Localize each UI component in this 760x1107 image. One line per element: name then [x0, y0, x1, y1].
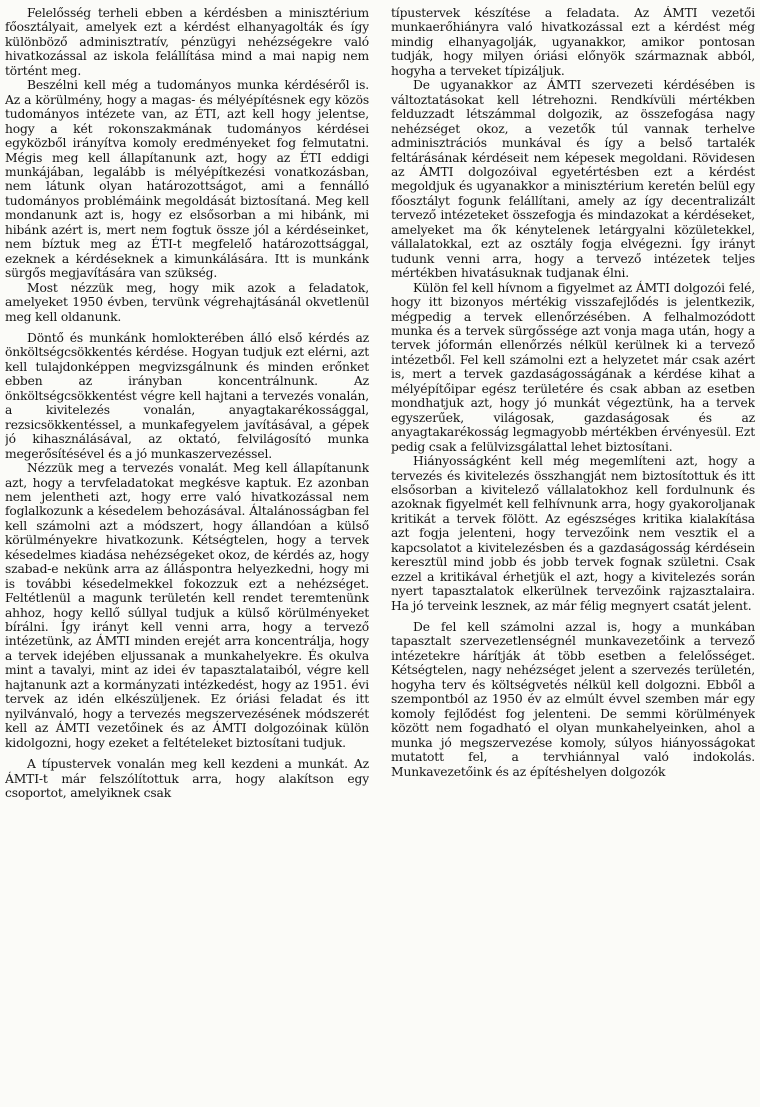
- paragraph-plan-review: Külön fel kell hívnom a figyelmet az ÁMTI dolgozói felé, hogy itt bizonyos mértékig visszafejlődés is jelentkezik, mégpedig a tervek ellenőrzésében. A felhalmozódott munka és a tervek sürgőssége azt vonja maga után, hogy a tervek jóformán ellenőrzés nélkül kerülnek ki a tervező intézetből. Fel kell számolni ezt a helyzetet már csak azért is, mert a tervek gazdaságosságának a kérdése kihat a mélyépítőipar egész területére és csak abban az esetben mondhatjuk azt, hogy jó munkát végeztünk, ha a tervek egyszerűek, világosak, gazdaságosak és az anyagtakarékosság legmagyobb mértékben érvényesül. Ezt pedig csak a felülvizsgálattal lehet biztosítani.: [391, 280, 755, 454]
- paragraph-cost-reduction: Döntő és munkánk homlokterében álló első kérdés az önköltségcsökkentés kérdése. Hogyan tudjuk ezt elérni, azt kell tulajdonképpen megvizsgálnunk és minden erőnket ebben az irányban koncentrálnunk. Az önköltségcsökkentést végre kell hajtani a tervezés vonalán, a kivitelezés vonalán, anyagtakarékossággal, rezsicsökkentéssel, a munkafegyelem javításával, a gépek jó kihasználásával, az oktató, felvilágosító munka megerősítésével és a jó munkaszervezéssel.: [5, 330, 369, 461]
- right-column: [391, 6, 755, 1107]
- paragraph-scientific-work: Beszélni kell még a tudományos munka kérdéséről is. Az a körülmény, hogy a magas- és mélyépítésnek egy közös tudományos intézete van, az ÉTI, azt kell hogy jelentse, hogy a két rokonszakmának tudományos kérdései egyközből irányítva komoly eredményeket fog felmutatni. Mégis meg kell állapítanunk azt, hogy az ÉTI eddigi munkájában, legalább is mélyépítkezési vonatkozásban, nem látunk olyan határozottságot, ami a fennálló tudományos problémáink megoldását biztosítaná. Meg kell mondanunk azt is, hogy ez elsősorban a mi hibánk, mi hibánk azért is, mert nem fogtuk össze jól a kérdéseinket, nem bíztuk meg az ÉTI-t megfelelő határozottsággal, ezeknek a kérdéseknek a kimunkálására. Itt is munkánk sürgős megjavítására van szükség.: [5, 78, 369, 281]
- paragraph-responsibility: Felelősség terheli ebben a kérdésben a minisztérium főosztályait, amelyek ezt a kérdést elhanyagolták és így különböző adminisztratív, pénzügyi nehézségekre való hivatkozással az iskola felállítása mind a mai napig nem történt meg.: [5, 6, 369, 78]
- paragraph-type-plans-continued: típustervek készítése a feladata. Az ÁMTI vezetői munkaerőhiányra való hivatkozással ezt a kérdést még mindig elhanyagolják, ugyanakkor, amikor pontosan tudják, hogy milyen óriási előnyök származnak abból, hogyha a terveket típizáljuk.: [391, 6, 755, 78]
- paragraph-planning-execution-harmony: Hiányosságként kell még megemlíteni azt, hogy a tervezés és kivitelezés összhangját nem biztosítottuk és itt elsősorban a kivitelező vállalatokhoz kell fordulnunk és azoknak figyelmét kell felhívnunk arra, hogy gyakoroljanak kritikát a tervek fölött. Az egészséges kritika kialakítása azt fogja jelenteni, hogy tervezőink nem vesztik el a kapcsolatot a kivitelezésben és a gazdaságosság kérdésein keresztül mind jobb és jobb tervek fognak születni. Csak ezzel a kritikával érhetjük el azt, hogy a kivitelezés során nyert tapasztalatok elkerülnek tervezőink rajzasztalaira. Ha jó terveink lesznek, az már félig megnyert csatát jelent.: [391, 454, 755, 613]
- paragraph-planning-line: Nézzük meg a tervezés vonalát. Meg kell állapítanunk azt, hogy a tervfeladatokat megkésve kaptuk. Ez azonban nem jelentheti azt, hogy erre való hivatkozással nem foglalkozunk a késedelem behozásával. Általánosságban fel kell számolni azt a módszert, hogy állandóan a külső körülményekre hivatkozunk. Kétségtelen, hogy a tervek késedelmes kiadása nehézségeket okoz, de kérdés az, hogy szabad-e nekünk arra az álláspontra helyezkedni, hogy mi is további késedelmekkel fokozzuk ezt a nehézséget. Feltétlenül a magunk területén kell rendet teremtenünk ahhoz, hogy kellő súllyal tudjuk a külső körülményeket bírálni. Így irányt kell venni arra, hogy a tervező intézetünk, az ÁMTI minden erejét arra koncentrálja, hogy a tervek idejében eljussanak a munkahelyekre. És okulva mint a tavalyi, mint az idei év tapasztalataiból, végre kell hajtanunk azt a kormányzati intézkedést, hogy az 1951. évi tervek az idén elkészüljenek. Ez óriási feladat és itt nyilvánvaló, hogy a tervezés megszervezésének módszerét kell az ÁMTI vezetőinek és az ÁMTI dolgozóinak külön kidolgozni, hogy ezeket a feltételeket biztosítani tudjuk.: [5, 461, 369, 750]
- left-column: [5, 6, 369, 1107]
- paragraph-type-plans: A típustervek vonalán meg kell kezdeni a munkát. Az ÁMTI-t már felszólítottuk arra, hogy alakítson egy csoportot, amelyiknek csak: [5, 757, 369, 801]
- paragraph-tasks-1950: Most nézzük meg, hogy mik azok a feladatok, amelyeket 1950 évben, tervünk végrehajtásánál okvetlenül meg kell oldanunk.: [5, 280, 369, 324]
- paragraph-work-organization: De fel kell számolni azzal is, hogy a munkában tapasztalt szervezetlenségnél munkavezetőink a tervező intézetekre hárítják át több esetben a felelősséget. Kétségtelen, nagy nehézséget jelent a szervezés területén, hogyha terv és költségvetés nélkül kell dolgozni. Ebből a szempontból az 1950 év az elmúlt évvel szemben már egy komoly fejlődést fog jelenteni. De semmi körülmények között nem fogadható el olyan munkahelyeinken, ahol a munka jó megszervezése komoly, súlyos hiányosságokat mutatott fel, a tervhiánnyal való indokolás. Munkavezetőink és az építéshelyen dolgozók: [391, 620, 755, 779]
- paragraph-organizational-changes: De ugyanakkor az ÁMTI szervezeti kérdésében is változtatásokat kell létrehozni. Rendkívüli mértékben felduzzadt létszámmal dolgozik, az összefogása nagy nehézséget okoz, a vezetők túl vannak terhelve adminisztrációs munkával és így a belső tartalék feltárásának kérdéseit nem képesek megoldani. Rövidesen az ÁMTI dolgozóival egyetértésben ezt a kérdést megoldjuk és ugyanakkor a minisztérium keretén belül egy főosztályt fogunk felállítani, amely az így decentralizált tervező intézeteket összefogja és mindazokat a kérdéseket, amelyeket ma ők kénytelenek letárgyalni közületekkel, vállalatokkal, ezt az osztály fogja elvégezni. Így irányt tudunk venni arra, hogy a tervező intézetek teljes mértékben hivatásuknak tudjanak élni.: [391, 78, 755, 281]
